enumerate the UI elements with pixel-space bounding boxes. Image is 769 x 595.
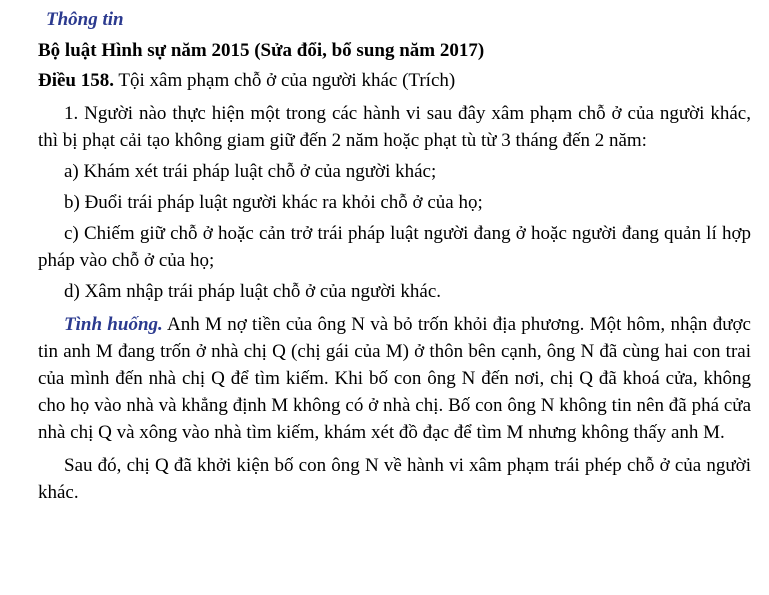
- article-heading: [38, 69, 751, 94]
- situation-paragraph: [38, 312, 751, 447]
- list-item: a) Khám xét trái pháp luật chỗ ở của người khác;: [64, 161, 437, 183]
- article-label: Điều 158.: [38, 70, 114, 92]
- law-title: Bộ luật Hình sự năm 2015 (Sửa đổi, bổ sung năm 2017): [38, 39, 485, 61]
- closing-paragraph: Sau đó, chị Q đã khởi kiện bố con ông N về hành vi xâm phạm trái phép chỗ ở của người khác.: [38, 454, 751, 503]
- list-item: c) Chiếm giữ chỗ ở hoặc cản trở trái pháp luật người đang ở hoặc người đang quản lí hợp pháp vào chỗ ở của họ;: [38, 223, 751, 271]
- article-title: Tội xâm phạm chỗ ở của người khác (Trích): [118, 70, 456, 92]
- situation-label: Tình huống.: [64, 313, 163, 335]
- info-heading: Thông tin: [46, 9, 124, 30]
- list-item: b) Đuổi trái pháp luật người khác ra khỏi chỗ ở của họ;: [64, 192, 483, 214]
- clause-1-paragraph: 1. Người nào thực hiện một trong các hành vi sau đây xâm phạm chỗ ở của người khác, thì bị phạt cải tạo không giam giữ đến 2 năm hoặc phạt tù từ 3 tháng đến 2 năm:: [38, 103, 751, 152]
- list-item: d) Xâm nhập trái pháp luật chỗ ở của người khác.: [64, 280, 442, 302]
- situation-text: Anh M nợ tiền của ông N và bỏ trốn khỏi địa phương. Một hôm, nhận được tin anh M đang trốn ở nhà chị Q (chị gái của M) ở thôn bên cạnh, ông N đã cùng hai con trai của mình đến nhà chị Q để tìm kiếm. Khi bố con ông N đến nơi, chị Q đã khoá cửa, không cho họ vào nhà và khẳng định M không có ở nhà chị. Bố con ông N không tin nên đã phá cửa nhà chị Q và xông vào nhà tìm kiếm, khám xét đồ đạc để tìm M nhưng không thấy anh M.: [38, 313, 751, 443]
